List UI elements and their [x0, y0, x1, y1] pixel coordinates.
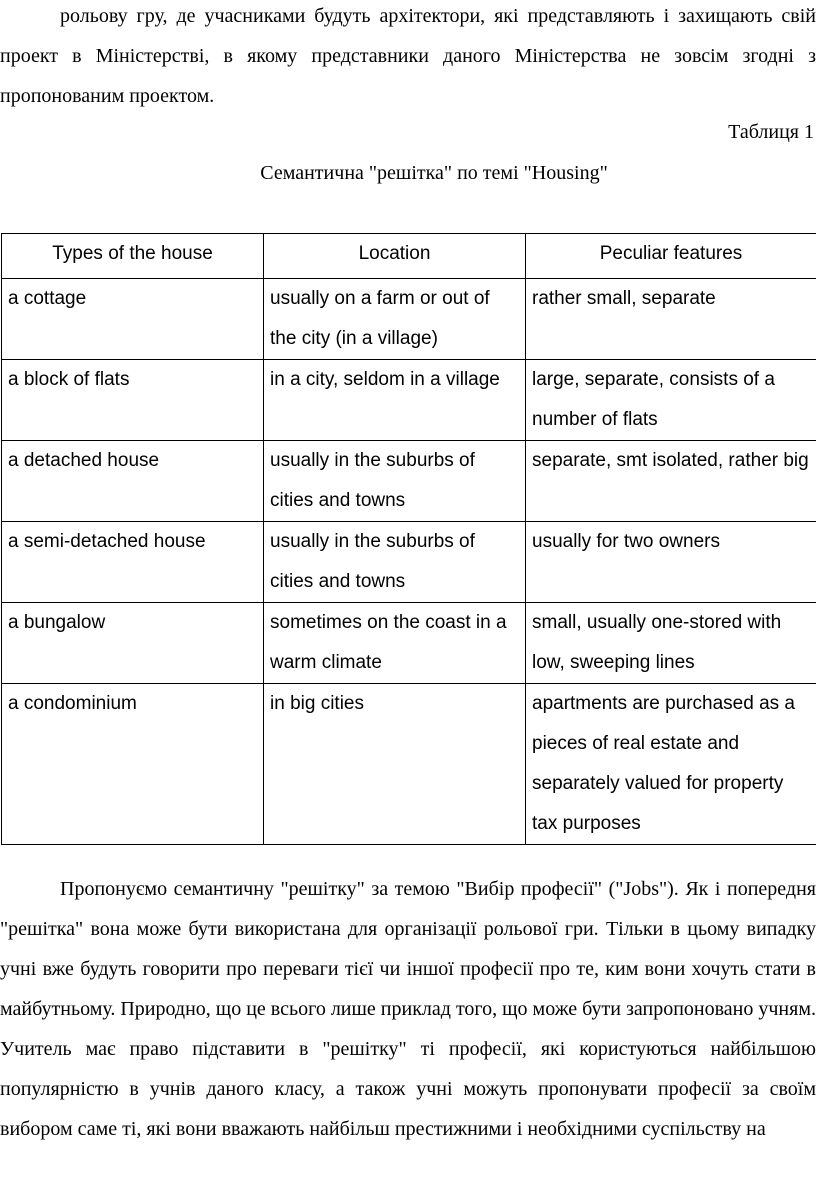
table-title: Семантична "решітка" по темі "Housing"	[260, 162, 608, 184]
header-types: Types of the house	[2, 234, 264, 279]
cell-location: usually in the suburbs of cities and towns	[264, 441, 526, 522]
header-location: Location	[264, 234, 526, 279]
header-features: Peculiar features	[526, 234, 816, 279]
cell-location: usually on a farm or out of the city (in a village)	[264, 279, 526, 360]
cell-location: in big cities	[264, 684, 526, 845]
cell-type: a block of flats	[2, 360, 264, 441]
cell-location: in a city, seldom in a village	[264, 360, 526, 441]
table-row	[2, 603, 816, 684]
cell-type: a detached house	[2, 441, 264, 522]
cell-location: usually in the suburbs of cities and towns	[264, 522, 526, 603]
cell-features: rather small, separate	[526, 279, 816, 360]
cell-features: small, usually one-stored with low, sweeping lines	[526, 603, 816, 684]
table-row	[2, 279, 816, 360]
cell-features: usually for two owners	[526, 522, 816, 603]
cell-type: a bungalow	[2, 603, 264, 684]
cell-location: sometimes on the coast in a warm climate	[264, 603, 526, 684]
cell-type: a cottage	[2, 279, 264, 360]
cell-features: large, separate, consists of a number of flats	[526, 360, 816, 441]
housing-table	[1, 233, 816, 845]
cell-type: a semi-detached house	[2, 522, 264, 603]
proposal-paragraph: Пропонуємо семантичну "решітку" за темою "Вибір професії" ("Jobs"). Як і попередня "решітка" вона може бути використана для організації рольової гри. Тільки в цьому випадку учні вже будуть говорити про переваги тієї чи іншої професії про те, ким вони хочуть стати в майбутньому. Природно, що це всього лише приклад того, що може бути запропоновано учням. Учитель має право підставити в "решітку" ті професії, які користуються найбільшою популярністю в учнів даного класу, а також учні можуть пропонувати професії за своїм вибором саме ті, які вони вважають найбільш престижними і необхідними суспільству на	[0, 878, 816, 1140]
table-header-row	[2, 234, 816, 279]
cell-features: separate, smt isolated, rather big	[526, 441, 816, 522]
cell-features: apartments are purchased as a pieces of real estate and separately valued for property tax purposes	[526, 684, 816, 845]
table-row	[2, 684, 816, 845]
table-row	[2, 360, 816, 441]
table-row	[2, 441, 816, 522]
table-row	[2, 522, 816, 603]
cell-type: a condominium	[2, 684, 264, 845]
intro-paragraph: рольову гру, де учасниками будуть архітектори, які представляють і захищають свій проект в Міністерстві, в якому представники даного Міністерства не зовсім згодні з пропонованим проектом.	[0, 5, 816, 107]
table-label: Таблиця 1	[728, 121, 814, 143]
